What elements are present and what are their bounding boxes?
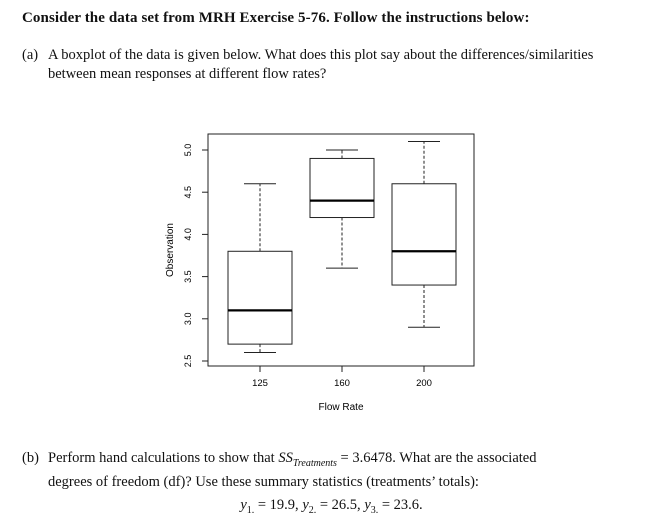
part-a-line2: between mean responses at different flow rates?: [48, 66, 327, 82]
box-group-160: [310, 150, 374, 268]
box-group-200: [392, 142, 456, 328]
x-tick-label: 200: [416, 378, 432, 389]
part-a-marker: (a): [22, 47, 39, 63]
part-a-line1: A boxplot of the data is given below. What does this plot say about the differences/similarities: [48, 47, 594, 63]
y3-subscript: 3.: [370, 504, 379, 516]
part-b: [22, 449, 647, 492]
summary-statistics: [0, 497, 663, 516]
y2-value: = 26.5,: [316, 497, 365, 513]
x-axis: [252, 366, 432, 389]
box-group-125: [228, 184, 292, 353]
y-axis-label: Observation: [165, 223, 176, 277]
y-tick-label: 3.0: [183, 312, 193, 326]
part-b-marker: (b): [22, 450, 39, 466]
y3-value: = 23.6.: [378, 497, 423, 513]
y1-value: = 19.9,: [254, 497, 303, 513]
box: [310, 158, 374, 217]
y2-label: y: [302, 497, 309, 513]
y-tick-label: 4.5: [183, 185, 193, 199]
y-tick-label: 4.0: [183, 228, 193, 241]
x-axis-label: Flow Rate: [318, 402, 364, 413]
ss-symbol: SS: [278, 450, 293, 466]
boxes-layer: [228, 142, 456, 353]
y-axis: [183, 144, 208, 368]
box: [392, 184, 456, 285]
x-tick-label: 160: [334, 378, 350, 389]
part-b-line1-post: = 3.6478. What are the associated: [336, 450, 537, 466]
part-b-line1-pre: Perform hand calculations to show that: [48, 450, 279, 466]
y1-label: y: [240, 497, 247, 513]
y-tick-label: 3.5: [183, 270, 193, 283]
box: [228, 251, 292, 344]
y3-label: y: [364, 497, 371, 513]
y-tick-label: 5.0: [183, 143, 193, 157]
page-title: Consider the data set from MRH Exercise 5-76. Follow the instructions below:: [22, 10, 530, 26]
part-b-line2: degrees of freedom (df)? Use these summary statistics (treatments’ totals):: [48, 473, 479, 490]
y2-subscript: 2.: [308, 504, 317, 516]
x-tick-label: 125: [252, 378, 268, 389]
y-tick-label: 2.5: [183, 354, 193, 368]
y1-subscript: 1.: [246, 504, 255, 516]
ss-subscript: Treatments: [292, 457, 337, 469]
